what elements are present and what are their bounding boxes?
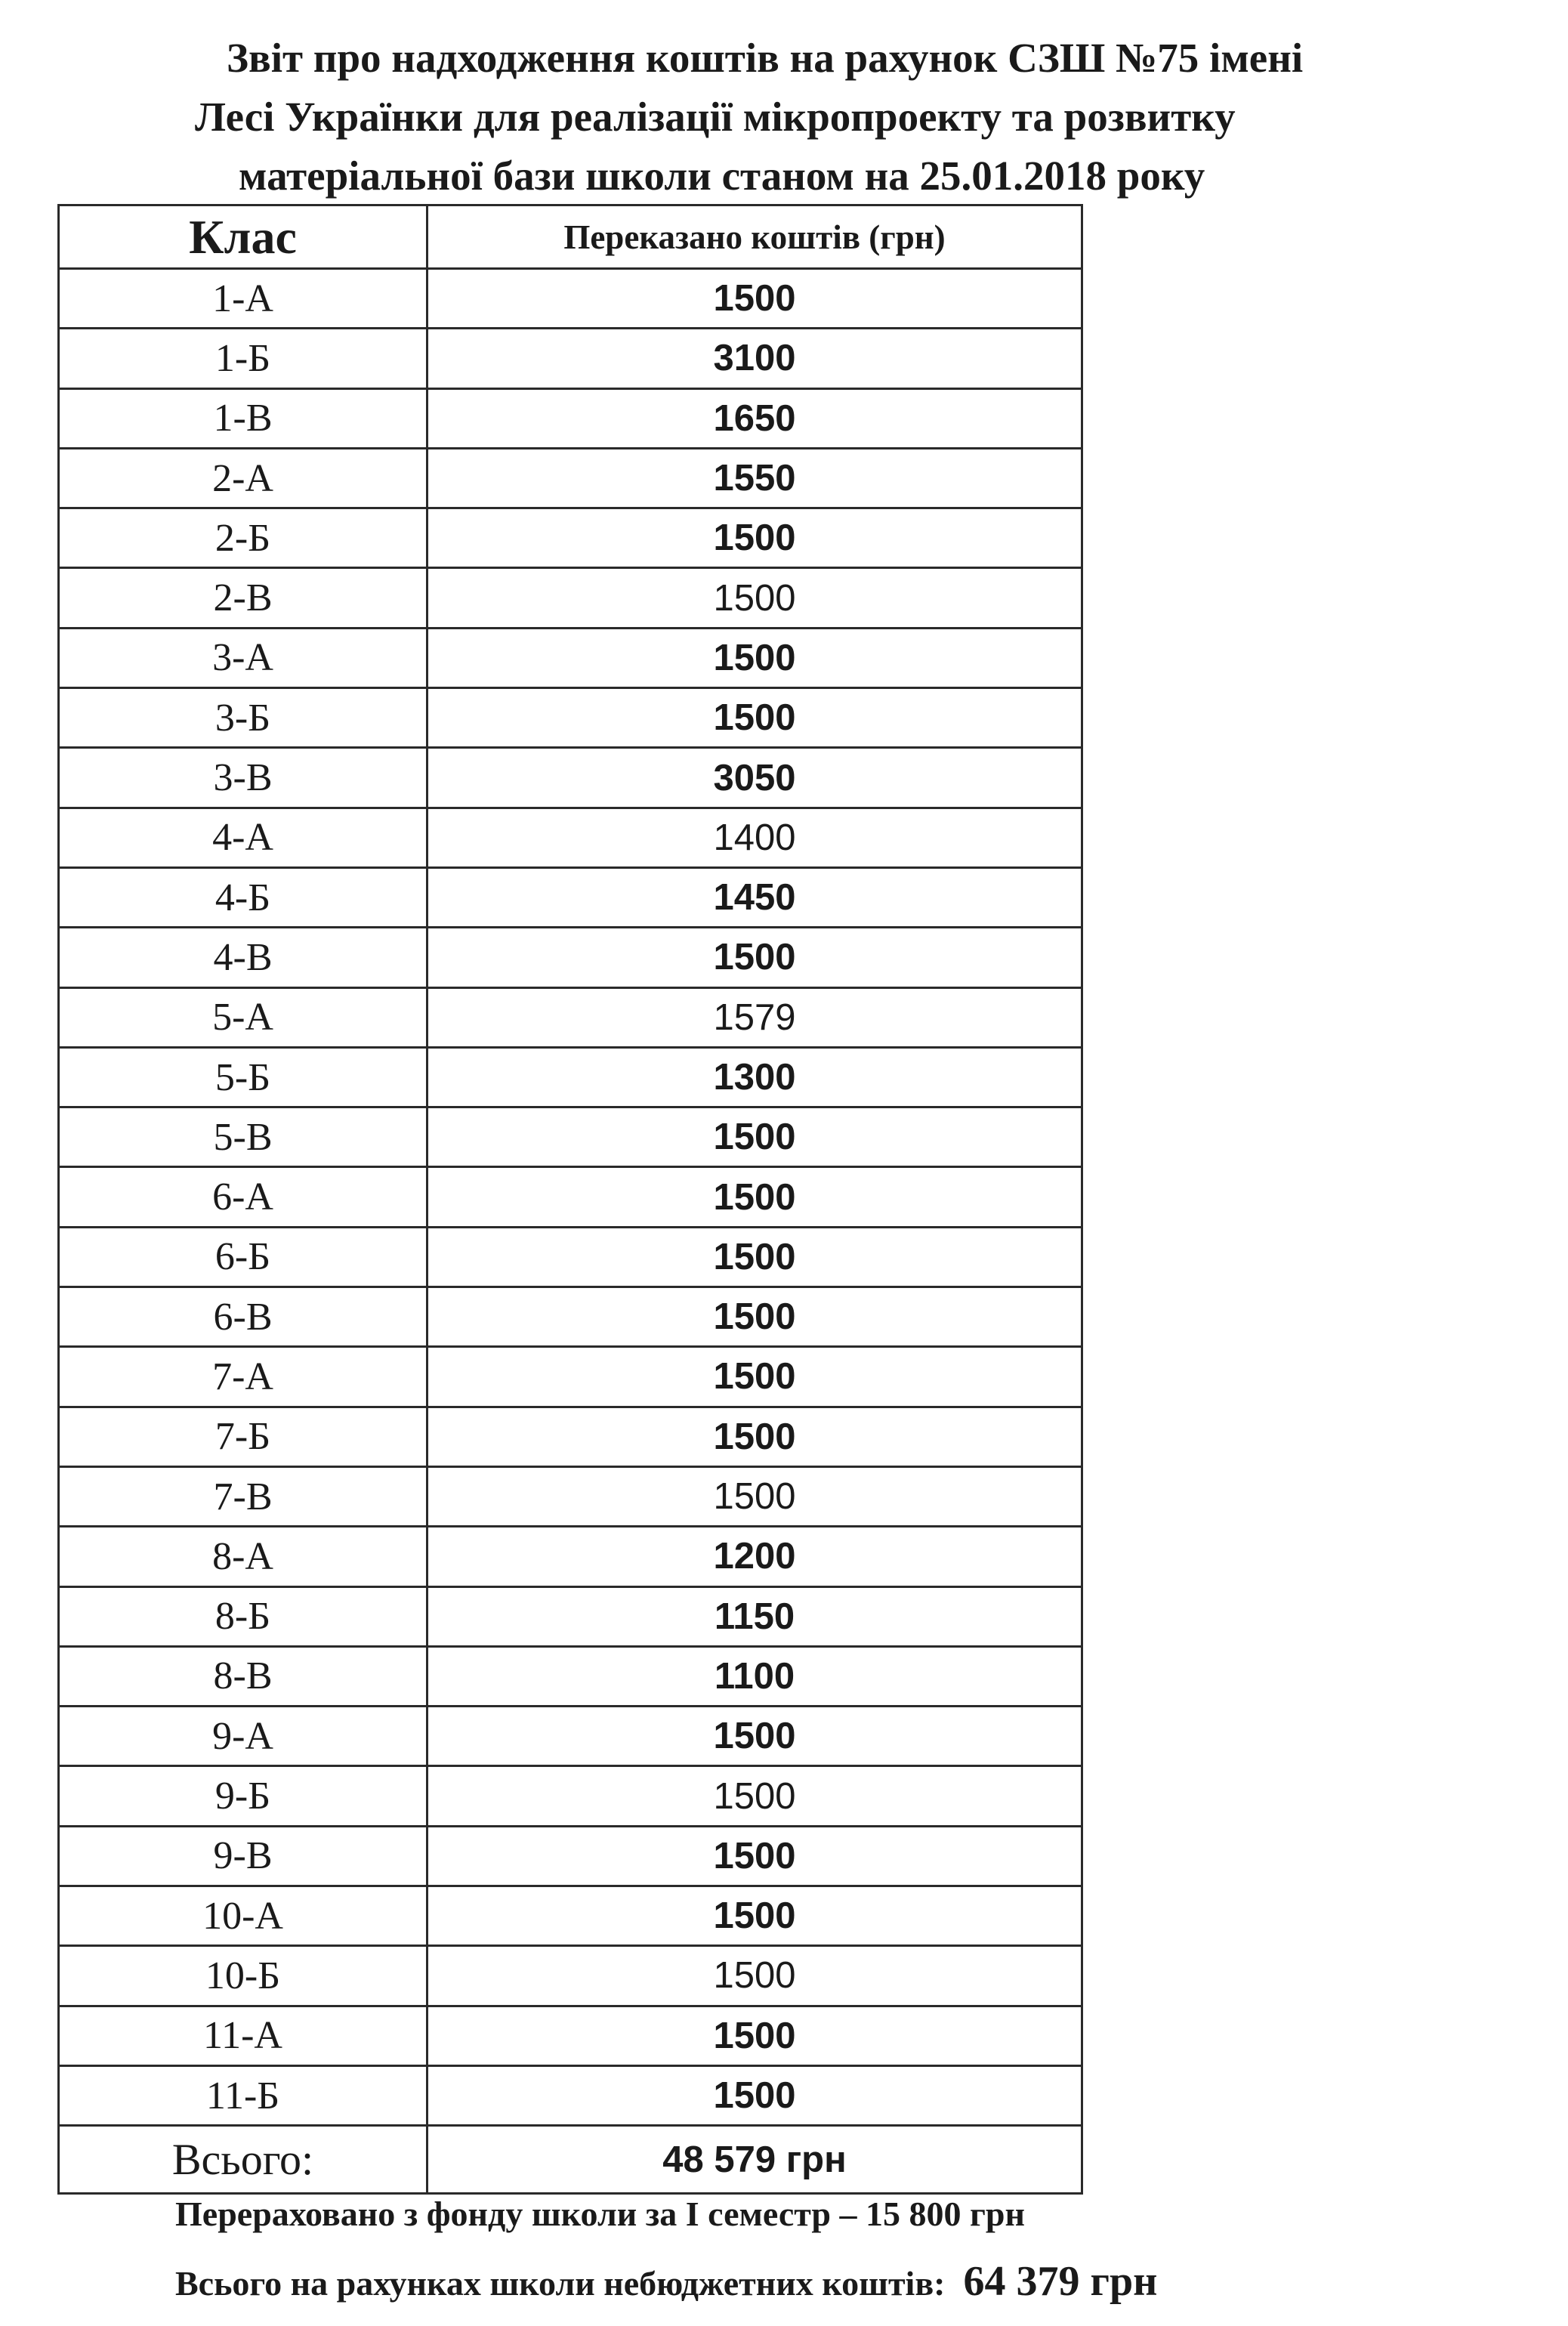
class-cell: 5-Б <box>59 1047 427 1107</box>
amount-cell: 1500 <box>427 1347 1082 1407</box>
class-cell: 5-В <box>59 1107 427 1167</box>
class-cell: 10-Б <box>59 1946 427 2006</box>
amount-cell: 1200 <box>427 1527 1082 1586</box>
title-line-2: Лесі Українки для реалізації мікропроекту та розвитку <box>195 94 1236 140</box>
table-row <box>59 508 1082 568</box>
table-row <box>59 1167 1082 1227</box>
table-row <box>59 2065 1082 2125</box>
table-row <box>59 1107 1082 1167</box>
table-row <box>59 1466 1082 1526</box>
header-amount: Переказано коштів (грн) <box>427 205 1082 269</box>
amount-cell: 1400 <box>427 808 1082 867</box>
class-cell: 2-А <box>59 448 427 508</box>
class-cell: 6-А <box>59 1167 427 1227</box>
table-row <box>59 628 1082 687</box>
class-cell: 4-А <box>59 808 427 867</box>
amount-cell: 1500 <box>427 568 1082 628</box>
amount-cell: 1500 <box>427 1886 1082 1946</box>
amount-cell: 1500 <box>427 1707 1082 1766</box>
table-row <box>59 1946 1082 2006</box>
amount-cell: 3050 <box>427 748 1082 808</box>
amount-cell: 1150 <box>427 1586 1082 1646</box>
table-row <box>59 329 1082 388</box>
class-cell: 5-А <box>59 987 427 1047</box>
amount-cell: 1500 <box>427 928 1082 987</box>
table-row <box>59 448 1082 508</box>
amount-cell: 1500 <box>427 1107 1082 1167</box>
table-row <box>59 1227 1082 1287</box>
class-cell: 2-Б <box>59 508 427 568</box>
class-cell: 3-А <box>59 628 427 687</box>
table-row <box>59 1047 1082 1107</box>
class-cell: 3-В <box>59 748 427 808</box>
class-cell: 8-А <box>59 1527 427 1586</box>
table-row <box>59 1707 1082 1766</box>
amount-cell: 1579 <box>427 987 1082 1047</box>
class-cell: 3-Б <box>59 688 427 748</box>
amount-cell: 1500 <box>427 2006 1082 2065</box>
funds-table <box>57 204 1083 2195</box>
table-header-row <box>59 205 1082 269</box>
title-line-3: матеріальної бази школи станом на 25.01.2018 року <box>239 153 1205 199</box>
footer-total-funds <box>175 2257 1157 2306</box>
footer-total-label: Всього на рахунках школи небюджетних коштів: <box>175 2264 946 2303</box>
table-row <box>59 568 1082 628</box>
class-cell: 6-Б <box>59 1227 427 1287</box>
class-cell: 1-А <box>59 269 427 329</box>
amount-cell: 1500 <box>427 628 1082 687</box>
class-cell: 11-Б <box>59 2065 427 2125</box>
table-row <box>59 808 1082 867</box>
amount-cell: 1500 <box>427 1946 1082 2006</box>
table-row <box>59 1586 1082 1646</box>
table-row <box>59 688 1082 748</box>
amount-cell: 1500 <box>427 1167 1082 1227</box>
table-row <box>59 1527 1082 1586</box>
class-cell: 4-В <box>59 928 427 987</box>
amount-cell: 1500 <box>427 508 1082 568</box>
table-body <box>59 269 1082 2126</box>
amount-cell: 1500 <box>427 1766 1082 1826</box>
table-row <box>59 987 1082 1047</box>
class-cell: 9-А <box>59 1707 427 1766</box>
table-row <box>59 1886 1082 1946</box>
amount-cell: 1500 <box>427 1287 1082 1347</box>
table-row <box>59 388 1082 448</box>
table-row <box>59 1347 1082 1407</box>
class-cell: 4-Б <box>59 867 427 927</box>
amount-cell: 1500 <box>427 1407 1082 1466</box>
amount-cell: 1450 <box>427 867 1082 927</box>
amount-cell: 1500 <box>427 2065 1082 2125</box>
amount-cell: 1500 <box>427 1826 1082 1886</box>
amount-cell: 1500 <box>427 1466 1082 1526</box>
amount-cell: 1500 <box>427 688 1082 748</box>
amount-cell: 3100 <box>427 329 1082 388</box>
table-row <box>59 928 1082 987</box>
table-row <box>59 748 1082 808</box>
amount-cell: 1100 <box>427 1646 1082 1706</box>
class-cell: 1-Б <box>59 329 427 388</box>
amount-cell: 1500 <box>427 1227 1082 1287</box>
class-cell: 7-В <box>59 1466 427 1526</box>
class-cell: 9-Б <box>59 1766 427 1826</box>
table-row <box>59 1287 1082 1347</box>
class-cell: 8-Б <box>59 1586 427 1646</box>
table-row <box>59 1646 1082 1706</box>
class-cell: 7-А <box>59 1347 427 1407</box>
total-value: 48 579 грн <box>427 2126 1082 2194</box>
class-cell: 1-В <box>59 388 427 448</box>
header-class: Клас <box>59 205 427 269</box>
title-line-1: Звіт про надходження коштів на рахунок СЗШ №75 імені <box>227 35 1304 81</box>
table-row <box>59 1407 1082 1466</box>
total-row <box>59 2126 1082 2194</box>
total-label: Всього: <box>59 2126 427 2194</box>
amount-cell: 1650 <box>427 388 1082 448</box>
class-cell: 7-Б <box>59 1407 427 1466</box>
footer-total-value: 64 379 грн <box>963 2258 1158 2305</box>
table-row <box>59 2006 1082 2065</box>
footer-school-fund: Перераховано з фонду школи за І семестр – 15 800 грн <box>175 2195 1025 2233</box>
class-cell: 11-А <box>59 2006 427 2065</box>
class-cell: 10-А <box>59 1886 427 1946</box>
amount-cell: 1550 <box>427 448 1082 508</box>
table-row <box>59 1826 1082 1886</box>
amount-cell: 1500 <box>427 269 1082 329</box>
amount-cell: 1300 <box>427 1047 1082 1107</box>
class-cell: 8-В <box>59 1646 427 1706</box>
table-row <box>59 269 1082 329</box>
class-cell: 2-В <box>59 568 427 628</box>
table-row <box>59 1766 1082 1826</box>
class-cell: 6-В <box>59 1287 427 1347</box>
class-cell: 9-В <box>59 1826 427 1886</box>
table-row <box>59 867 1082 927</box>
